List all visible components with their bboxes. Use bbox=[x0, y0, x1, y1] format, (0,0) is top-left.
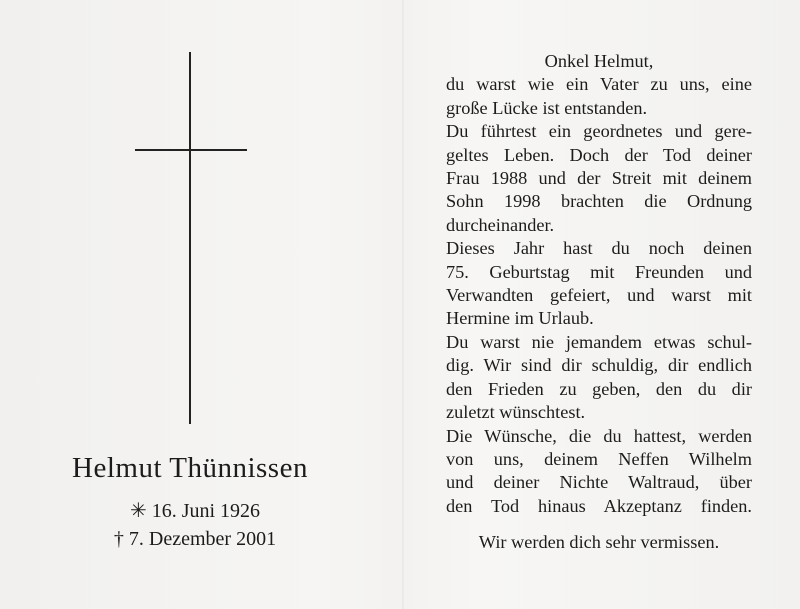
cross-icon-bar bbox=[135, 149, 247, 151]
text-line: geltes Leben. Doch der Tod deiner bbox=[446, 144, 752, 165]
text-line: durcheinander. bbox=[446, 214, 555, 235]
text-line: Sohn 1998 brachten die Ordnung bbox=[446, 191, 752, 212]
life-dates bbox=[80, 497, 310, 553]
text-line: dig. Wir sind dir schuldig, dir endlich bbox=[446, 355, 752, 376]
birth-date-line bbox=[80, 497, 310, 525]
death-date: 7. Dezember 2001 bbox=[128, 528, 277, 550]
deceased-name: Helmut Thünnissen bbox=[72, 452, 308, 484]
text-line: und deiner Nichte Waltraud, über bbox=[446, 472, 752, 493]
closing-line: Wir werden dich sehr vermissen. bbox=[478, 532, 720, 552]
text-line: Dieses Jahr hast du noch deinen bbox=[446, 238, 752, 259]
text-line: den Frieden zu geben, den du dir bbox=[446, 378, 752, 399]
text-line: große Lücke ist entstanden. bbox=[446, 97, 648, 118]
salutation: Onkel Helmut, bbox=[544, 51, 654, 71]
right-page bbox=[410, 0, 800, 609]
text-line: den Tod hinaus Akzeptanz finden. bbox=[446, 495, 752, 516]
text-line: von uns, deinem Neffen Wilhelm bbox=[446, 448, 752, 469]
birth-date: 16. Juni 1926 bbox=[151, 500, 261, 522]
text-line: Du warst nie jemandem etwas schul- bbox=[446, 331, 752, 352]
text-line: 75. Geburtstag mit Freunden und bbox=[446, 261, 752, 282]
birth-star-icon: ✳ bbox=[129, 500, 147, 522]
memorial-text bbox=[446, 50, 752, 518]
text-line: zuletzt wünschtest. bbox=[446, 402, 586, 423]
cross-icon bbox=[189, 52, 191, 424]
card-fold bbox=[402, 0, 404, 609]
text-line: Frau 1988 und der Streit mit deinem bbox=[446, 168, 752, 189]
death-dagger-icon: † bbox=[113, 528, 124, 550]
text-line: du warst wie ein Vater zu uns, eine bbox=[446, 74, 752, 95]
death-date-line bbox=[80, 525, 310, 553]
text-line: Die Wünsche, die du hattest, werden bbox=[446, 425, 752, 446]
text-line: Hermine im Urlaub. bbox=[446, 308, 594, 329]
text-line: Verwandten gefeiert, und warst mit bbox=[446, 285, 752, 306]
text-line: Du führtest ein geordnetes und gere- bbox=[446, 121, 752, 142]
